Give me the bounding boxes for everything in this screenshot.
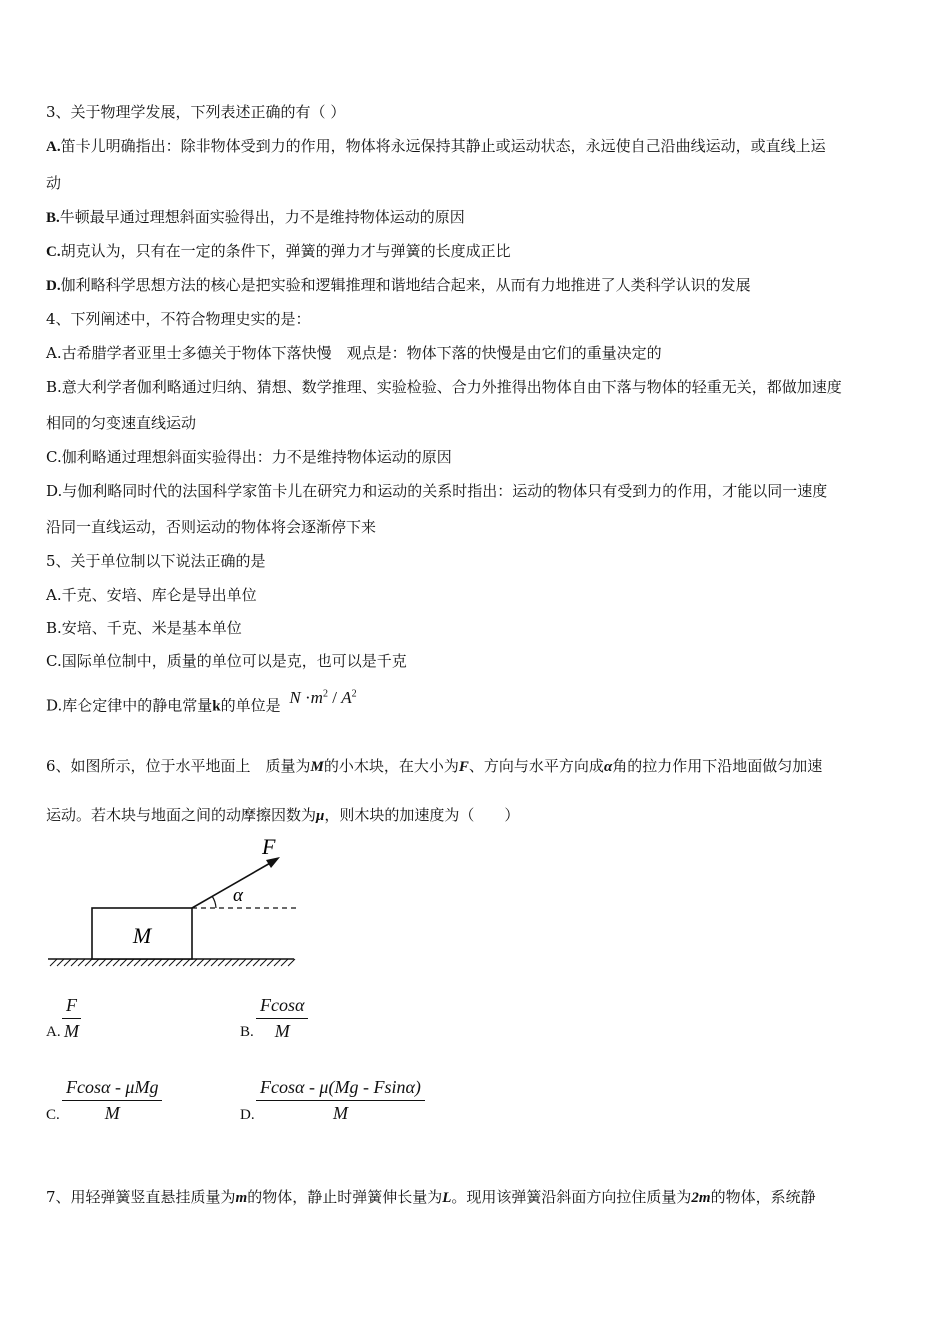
hatch-mark xyxy=(225,959,232,966)
q3-option-a-cont: 动 xyxy=(46,174,62,192)
q6-option-d-numerator: Fcosα - μ(Mg - Fsinα) xyxy=(256,1077,425,1101)
hatch-mark xyxy=(57,959,64,966)
q5-option-b: B.安培、千克、米是基本单位 xyxy=(46,619,242,637)
q5-unit-formula xyxy=(289,688,356,707)
q7-stem-l: L xyxy=(442,1190,452,1206)
q4-option-d-cont: 沿同一直线运动，否则运动的物体将会逐渐停下来 xyxy=(46,518,377,536)
force-arrow-shaft xyxy=(192,862,272,908)
q3-option-c-letter: C. xyxy=(46,244,61,260)
q7-stem-c: 。现用该弹簧沿斜面方向拉住质量为 xyxy=(451,1188,692,1206)
q3-option-a xyxy=(46,136,826,157)
hatch-mark xyxy=(211,959,218,966)
q6-option-a-label: A. xyxy=(46,1024,61,1040)
hatch-mark xyxy=(120,959,127,966)
q6-option-d-denominator: M xyxy=(332,1103,348,1123)
q6-stem-line-1 xyxy=(46,756,822,777)
hatch-mark xyxy=(197,959,204,966)
angle-arc xyxy=(212,896,216,908)
q5-option-d-post: 的单位是 xyxy=(220,696,281,715)
hatch-mark xyxy=(134,959,141,966)
q6-stem-1a: 6、如图所示，位于水平地面上 质量为 xyxy=(46,757,311,775)
q6-option-b-numerator: Fcosα xyxy=(256,995,308,1019)
q6-option-a-denominator: M xyxy=(64,1021,79,1041)
q4-stem: 4、下列阐述中，不符合物理史实的是： xyxy=(46,310,311,328)
q5-option-d-pre: D.库仑定律中的静电常量 xyxy=(46,696,213,715)
q3-option-d-letter: D. xyxy=(46,278,61,294)
unit-exp-2: 2 xyxy=(351,688,357,699)
unit-n: N xyxy=(289,687,301,707)
q5-option-a: A.千克、安培、库仑是导出单位 xyxy=(46,586,257,604)
q6-stem-alpha: α xyxy=(603,759,613,775)
q3-option-c-text: 胡克认为，只有在一定的条件下，弹簧的弹力才与弹簧的长度成正比 xyxy=(60,242,511,260)
hatch-mark xyxy=(218,959,225,966)
hatch-mark xyxy=(281,959,288,966)
q6-stem-1d: 角的拉力作用下沿地面做匀加速 xyxy=(612,757,823,775)
q6-stem-1c: 、方向与水平方向成 xyxy=(468,757,604,775)
hatch-mark xyxy=(50,959,57,966)
q6-stem-1b: 的小木块，在大小为 xyxy=(323,757,459,775)
q7-stem-a: 7、用轻弹簧竖直悬挂质量为 xyxy=(46,1188,236,1206)
hatch-mark xyxy=(99,959,106,966)
q6-option-c-denominator: M xyxy=(104,1103,120,1123)
q3-option-b-letter: B. xyxy=(46,210,60,226)
hatch-mark xyxy=(78,959,85,966)
q4-option-a: A.古希腊学者亚里士多德关于物体下落快慢 观点是：物体下落的快慢是由它们的重量决定的 xyxy=(46,344,662,362)
hatch-mark xyxy=(148,959,155,966)
hatch-mark xyxy=(260,959,267,966)
q6-option-c-fraction xyxy=(62,1077,162,1124)
angle-label: α xyxy=(233,885,243,906)
hatch-mark xyxy=(141,959,148,966)
q6-option-b-label: B. xyxy=(240,1024,254,1040)
q7-stem-m: m xyxy=(235,1190,248,1206)
hatch-mark xyxy=(183,959,190,966)
q6-stem-2b: ，则木块的加速度为（ ） xyxy=(324,806,520,824)
hatch-mark xyxy=(274,959,281,966)
q6-option-b-fraction xyxy=(256,995,308,1042)
q6-stem-line-2 xyxy=(46,805,519,826)
hatch-mark xyxy=(190,959,197,966)
q6-option-a-fraction xyxy=(62,995,81,1042)
unit-a: A xyxy=(341,687,352,707)
hatch-mark xyxy=(64,959,71,966)
q6-option-a-numerator: F xyxy=(62,995,81,1019)
hatch-mark xyxy=(92,959,99,966)
hatch-mark xyxy=(85,959,92,966)
q5-stem: 5、关于单位制以下说法正确的是 xyxy=(46,552,266,570)
force-label: F xyxy=(262,834,276,859)
q5-option-c: C.国际单位制中，质量的单位可以是克，也可以是千克 xyxy=(46,652,407,670)
unit-exp-1: 2 xyxy=(322,688,328,699)
q3-option-d-text: 伽利略科学思想方法的核心是把实验和逻辑推理和谐地结合起来，从而有力地推进了人类科学认识的发展 xyxy=(60,276,751,294)
q4-option-b: B.意大利学者伽利略通过归纳、猜想、数学推理、实验检验、合力外推得出物体自由下落与物体的轻重无关，都做加速度 xyxy=(46,378,842,396)
block-mass-label: M xyxy=(132,923,152,948)
q6-option-b-denominator: M xyxy=(274,1021,290,1041)
hatch-mark xyxy=(106,959,113,966)
hatch-mark xyxy=(162,959,169,966)
hatch-mark xyxy=(176,959,183,966)
q5-option-d xyxy=(46,687,357,722)
q6-block-diagram xyxy=(40,830,310,975)
q3-option-b-text: 牛顿最早通过理想斜面实验得出，力不是维持物体运动的原因 xyxy=(59,208,465,226)
hatch-mark xyxy=(246,959,253,966)
hatch-mark xyxy=(253,959,260,966)
q4-option-d: D.与伽利略同时代的法国科学家笛卡儿在研究力和运动的关系时指出：运动的物体只有受到力的作用，才能以同一速度 xyxy=(46,482,828,500)
hatch-mark xyxy=(204,959,211,966)
hatch-mark xyxy=(155,959,162,966)
q3-option-a-letter: A. xyxy=(46,139,61,155)
q3-stem: 3、关于物理学发展，下列表述正确的有（ ） xyxy=(46,103,346,121)
hatch-mark xyxy=(127,959,134,966)
q6-stem-m: M xyxy=(310,759,324,775)
q5-option-d-k: k xyxy=(212,698,221,715)
q6-stem-2a: 运动。若木块与地面之间的动摩擦因数为 xyxy=(46,806,317,824)
hatch-mark xyxy=(71,959,78,966)
q6-option-c-numerator: Fcosα - μMg xyxy=(62,1077,162,1101)
hatch-mark xyxy=(169,959,176,966)
q7-stem xyxy=(46,1187,816,1208)
q4-option-c: C.伽利略通过理想斜面实验得出：力不是维持物体运动的原因 xyxy=(46,448,452,466)
unit-dot: · xyxy=(305,687,311,707)
q6-stem-mu: μ xyxy=(316,808,325,824)
q6-stem-f: F xyxy=(458,759,469,775)
hatch-mark xyxy=(239,959,246,966)
q6-option-d-fraction xyxy=(256,1077,425,1124)
unit-slash: / xyxy=(327,687,342,707)
q3-option-b xyxy=(46,207,465,228)
hatch-mark xyxy=(232,959,239,966)
q3-option-a-text: 笛卡儿明确指出：除非物体受到力的作用，物体将永远保持其静止或运动状态，永远使自己沿曲线运动，或直线上运 xyxy=(60,137,826,155)
q7-stem-b: 的物体，静止时弹簧伸长量为 xyxy=(247,1188,443,1206)
q3-option-d xyxy=(46,275,751,296)
q6-option-c-label: C. xyxy=(46,1107,60,1123)
hatch-mark xyxy=(267,959,274,966)
ground-hatching xyxy=(50,959,295,966)
q3-option-c xyxy=(46,241,511,262)
q7-stem-2m: 2m xyxy=(691,1190,711,1206)
hatch-mark xyxy=(113,959,120,966)
hatch-mark xyxy=(288,959,295,966)
q7-stem-d: 的物体，系统静 xyxy=(710,1188,816,1206)
q4-option-b-cont: 相同的匀变速直线运动 xyxy=(46,414,197,432)
unit-m: m xyxy=(310,687,323,707)
q6-option-d-label: D. xyxy=(240,1107,255,1123)
